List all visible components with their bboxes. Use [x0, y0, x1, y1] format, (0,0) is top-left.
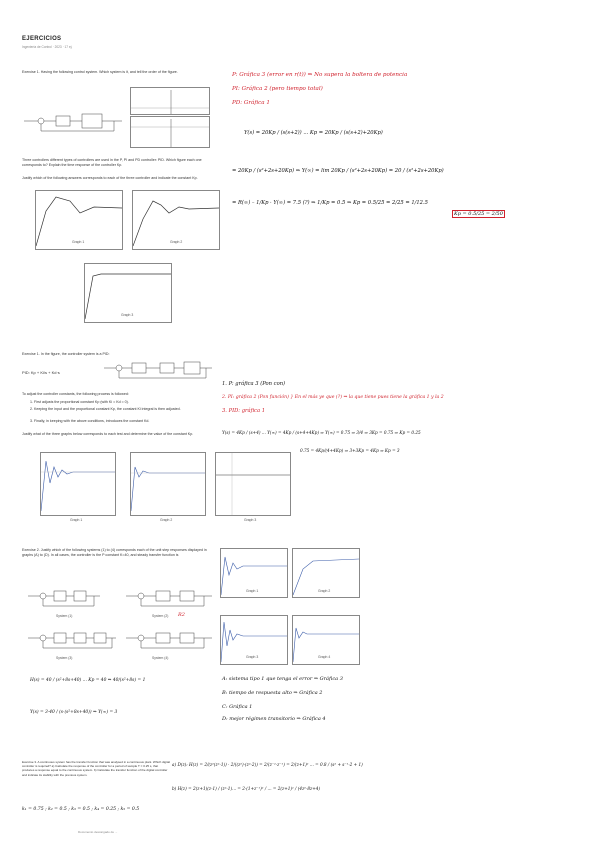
ex2-graph-2 — [130, 452, 206, 516]
ex3-statement: Exercise 2. Justify which of the following systems (1) to (4) corresponds each of the unit step responses displayed in graphs (A) to (D). In all cases, the controller is the P constant K=40, and steady transfer function is — [22, 548, 207, 557]
ex1-hw-line-1: P: Gráfica 3 (error en r(t)) ⇒ No supera la boltera de potencia — [232, 72, 408, 78]
ex1-hw-line-2: PI: Gráfica 2 (pero tiempo total) — [232, 86, 323, 92]
ex3-hw-line-4: D: mejor régimen transitorio ⇒ Gráfica 4 — [222, 716, 326, 722]
ex1-hw-line-6: = R(∞) – 1/Kp · Y(∞) = 7.5 (?) ⇒ 1/Kp = 0.5 ⇒ Kp = 0.5/25 = 2/25 = 1/12.5 — [232, 200, 428, 206]
ex3-graph-4-label: Graph 4 — [318, 655, 331, 659]
ex3-system-1-label: System (1) — [56, 614, 73, 618]
ex1-small-graph-top — [130, 87, 210, 115]
page-title: EJERCICIOS — [22, 36, 62, 42]
ex1-hw-line-4: Y(s) = 20Kp / (s(s+2)) ... Kp = 20Kp / (s(s+2)+20Kp) — [244, 130, 383, 136]
ex3-hw-line-5: H(s) = 40 / (s²+8s+40) ... Kp = 40 ⇒ 40/(s²+8s) = 1 — [30, 678, 146, 683]
ex2-graph-1 — [40, 452, 116, 516]
ex3-hw-line-1: A: sistema tipo 1 que tenga el error ⇒ Gráfica 3 — [222, 676, 343, 682]
ex1-graph-1-label: Graph 1 — [72, 240, 85, 244]
ex2-graph-2-label: Graph 2 — [160, 518, 173, 522]
ex3-system-4-label: System (4) — [152, 656, 169, 660]
ex1-graph-2-label: Graph 2 — [170, 240, 183, 244]
page-footer: Documento descargado de ... — [78, 830, 118, 834]
ex4-hw-line-1: a) D(z): H(z) = 2/(z²(z²-1)) · 2/((z²)·(z²-2)) = 2/(z⁻²·z⁻¹) = 2/(z+1)² ... = 0.8 / (s² + s⁻¹·2 + 1) — [172, 762, 363, 767]
ex1-statement-3: Justify which of the following answers corresponds to each of the three controller and indicate the constant Kp. — [22, 176, 198, 180]
ex2-hw-line-1: 1. P: gráfica 3 (Pon con) — [222, 381, 286, 387]
ex1-hw-line-5: = 20Kp / (s²+2s+20Kp) ⇒ Y(∞) = lim 20Kp / (s²+2s+20Kp) = 20 / (s²+2s+20Kp) — [232, 168, 444, 174]
ex3-system-diagrams — [22, 582, 218, 666]
ex2-graph-1-label: Graph 1 — [70, 518, 83, 522]
ex2-block-diagram — [104, 358, 214, 380]
ex4-statement: Exercise 3. A continuous system has the transfer function that was analysed in a continuous plant. Which digital controller is required? a) Calculate the response of the controller for a period of sample T = 0.25 s, that produces a response equal to the continuous system. b) Calculate the transfer function of the digital controller and indicate its stability with the previous system. — [22, 760, 170, 777]
ex3-hw-line-3: C: Gráfica 1 — [222, 704, 253, 710]
ex2-hw-line-5: 0.75 = 4Kp/(4+4Kp) ⇒ 3+3Kp = 4Kp ⇒ Kp = 3 — [300, 448, 400, 453]
ex2-step-2: 2. Keeping the input and the proportional constant Kp, the constant Ki integral is then adjusted. — [30, 407, 181, 411]
ex2-step-3: 3. Finally, in keeping with the above conditions, introduces the constant Kd. — [30, 419, 150, 423]
ex2-question: Justify what of the three graphs below corresponds to each test and determine the value of the constant Kp. — [22, 432, 194, 436]
ex1-statement: Exercise 1. Having the following control system. Which system is it, and tell the order of the figure. — [22, 70, 178, 74]
ex2-statement: Exercise 1. In the figure, the controller system is a PID: — [22, 352, 110, 356]
ex1-hw-line-3: PD: Gráfica 1 — [232, 100, 270, 106]
ex2-hw-line-2: 2. PI: gráfica 2 (Pon función) } En el más ye que (?) ⇒ la que tiene pues tiene la gráfica 1 y la 2 — [222, 395, 444, 400]
ex3-system-2-label: System (2) — [152, 614, 169, 618]
ex3-system-3-label: System (3) — [56, 656, 73, 660]
ex4-hw-line-2: b) H(z) = 2(z+1)(z-1) / (z²-1)... = 2·(1+z⁻¹)² / ... = 2(z+1)² / (4z²-8z+4) — [172, 786, 321, 791]
ex1-block-diagram — [22, 108, 132, 134]
ex3-r2-mark: R2 — [178, 612, 185, 618]
ex2-hw-line-3: 3. PID: gráfica 1 — [222, 408, 265, 414]
ex3-graph-3-label: Graph 3 — [246, 655, 259, 659]
ex4-hw-line-3: k₁ = 0.75 ; k₂ = 0.5 ; k₃ = 0.5 ; k₄ = 0.25 ; k₅ = 0.5 — [22, 807, 140, 812]
ex3-hw-line-2: B: tiempo de respuesta alto ⇒ Gráfica 2 — [222, 690, 323, 696]
ex1-statement-2: Three controllers different types of controllers are used in the P, PI and PD controller: PID. Which figure each one corresponds to? Explain the time response of the controller Kp. — [22, 158, 202, 167]
ex2-steps-intro: To adjust the controller constants, the following process is followed: — [22, 392, 129, 396]
ex2-graph-3 — [215, 452, 291, 516]
ex3-graph-1-label: Graph 1 — [246, 589, 259, 593]
ex2-formula: PID: Kp + Ki/s + Kd·s — [22, 370, 60, 375]
ex1-small-graph-bottom — [130, 116, 210, 148]
ex3-hw-line-6: Y(s) = 3·40 / (s·(s²+8s+40)) ⇒ Y(∞) = 3 — [30, 710, 118, 715]
ex1-graph-3-label: Graph 3 — [121, 313, 134, 317]
page-subtitle: Ingeniería de Control · 2023 · 17 ej. — [22, 45, 73, 49]
ex2-graph-3-label: Graph 3 — [244, 518, 257, 522]
ex2-step-1: 1. First adjusts the proportional constant Kp (with Ki = Kd = 0). — [30, 400, 129, 404]
ex3-graph-2-label: Graph 2 — [318, 589, 331, 593]
ex1-hw-answer-box: Kp = 0.5/25 = 2/50 — [454, 211, 503, 217]
ex2-hw-line-4: Y(s) = 4Kp / (s+4) ... Y(∞) = 4Kp / (s+4+4Kp) ⇒ Y(∞) = 0.75 ⇒ 3/4 ⇒ 3Kp = 0.75 ⇒ Kp = 0.25 — [222, 430, 421, 435]
